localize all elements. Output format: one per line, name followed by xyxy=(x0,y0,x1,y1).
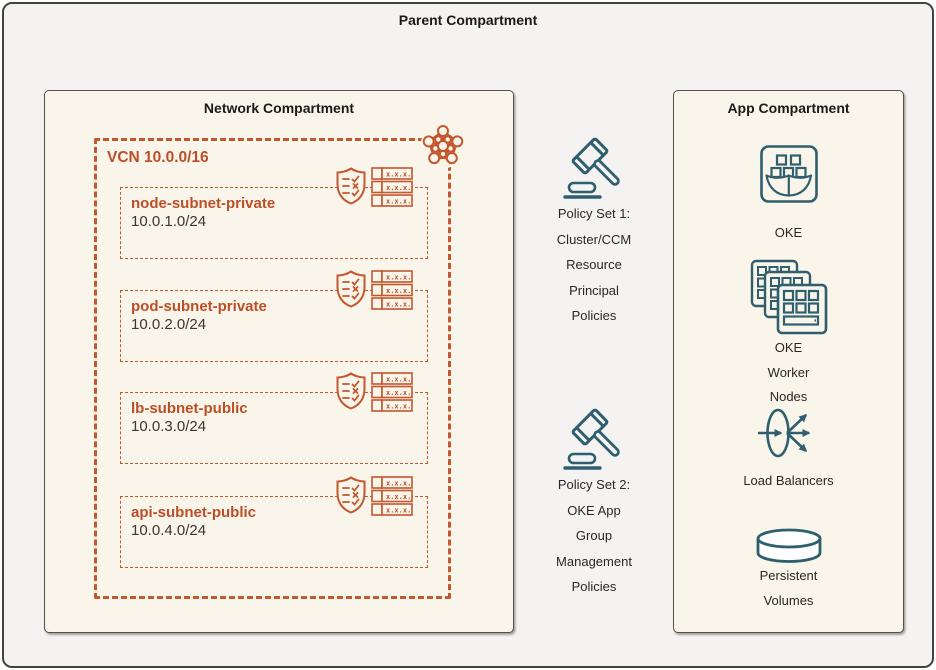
security-list-icon xyxy=(336,270,366,308)
svg-text:x.x.x.: x.x.x. xyxy=(386,273,412,282)
network-compartment-title: Network Compartment xyxy=(203,100,355,116)
subnet-name: lb-subnet-public xyxy=(131,400,248,417)
svg-text:x.x.x.: x.x.x. xyxy=(386,170,412,179)
subnet-api-subnet-public xyxy=(120,479,428,568)
worker-nodes-label: OKE Worker Nodes xyxy=(767,340,810,404)
svg-text:x.x.x.: x.x.x. xyxy=(386,389,412,398)
network-compartment xyxy=(44,90,514,633)
vcn-label: VCN 10.0.0/16 xyxy=(107,149,209,166)
gavel-icon xyxy=(563,136,625,200)
svg-text:x.x.x.: x.x.x. xyxy=(386,300,412,309)
subnet-name: node-subnet-private xyxy=(131,195,276,212)
vcn-icon xyxy=(420,123,466,169)
load-balancers-label: Load Balancers xyxy=(743,473,834,488)
parent-compartment xyxy=(2,2,934,668)
subnet-name: api-subnet-public xyxy=(131,504,256,521)
subnet-pod-subnet-private xyxy=(120,273,428,362)
route-table-icon xyxy=(371,167,413,207)
policy-set-1-text: Policy Set 1: Cluster/CCM Resource Principal Policies xyxy=(556,206,632,323)
svg-text:x.x.x.: x.x.x. xyxy=(386,402,412,411)
persistent-volumes-icon xyxy=(756,528,822,564)
oke-worker-nodes-icon xyxy=(750,259,828,335)
parent-compartment-title: Parent Compartment xyxy=(398,12,538,28)
svg-text:x.x.x.: x.x.x. xyxy=(386,197,412,206)
security-list-icon xyxy=(336,167,366,205)
app-item-oke xyxy=(674,145,903,242)
svg-text:x.x.x.: x.x.x. xyxy=(386,184,412,193)
route-table-icon xyxy=(371,270,413,310)
security-list-icon xyxy=(336,372,366,410)
app-compartment xyxy=(673,90,904,633)
subnet-lb-subnet-public xyxy=(120,375,428,464)
app-item-load-balancers xyxy=(674,402,903,490)
gavel-icon xyxy=(563,407,625,471)
vcn-boundary xyxy=(94,138,451,599)
subnet-cidr: 10.0.2.0/24 xyxy=(131,316,207,333)
oke-icon xyxy=(760,145,818,203)
route-table-icon xyxy=(371,372,413,412)
persistent-volumes-label: Persistent Volumes xyxy=(759,568,818,608)
svg-text:x.x.x.: x.x.x. xyxy=(386,479,412,488)
app-item-persistent-volumes xyxy=(674,528,903,609)
subnet-gateway-icons xyxy=(336,372,413,412)
subnet-name: pod-subnet-private xyxy=(131,298,267,315)
policy-set-1 xyxy=(528,136,660,325)
app-item-worker-nodes xyxy=(674,259,903,406)
subnet-gateway-icons xyxy=(336,167,413,207)
policy-set-2-text: Policy Set 2: OKE App Group Management Policies xyxy=(556,477,632,594)
oke-label: OKE xyxy=(774,225,803,240)
route-table-icon xyxy=(371,476,413,516)
subnet-gateway-icons xyxy=(336,270,413,310)
svg-text:x.x.x.: x.x.x. xyxy=(386,375,412,384)
svg-text:x.x.x.: x.x.x. xyxy=(386,493,412,502)
subnet-node-subnet-private xyxy=(120,170,428,259)
svg-text:x.x.x.: x.x.x. xyxy=(386,287,412,296)
app-compartment-title: App Compartment xyxy=(727,100,850,116)
subnet-gateway-icons xyxy=(336,476,413,516)
policy-set-2 xyxy=(528,407,660,596)
subnet-cidr: 10.0.3.0/24 xyxy=(131,418,207,435)
svg-text:x.x.x.: x.x.x. xyxy=(386,506,412,515)
security-list-icon xyxy=(336,476,366,514)
subnet-cidr: 10.0.1.0/24 xyxy=(131,213,207,230)
load-balancers-icon xyxy=(757,402,821,464)
subnet-cidr: 10.0.4.0/24 xyxy=(131,522,207,539)
